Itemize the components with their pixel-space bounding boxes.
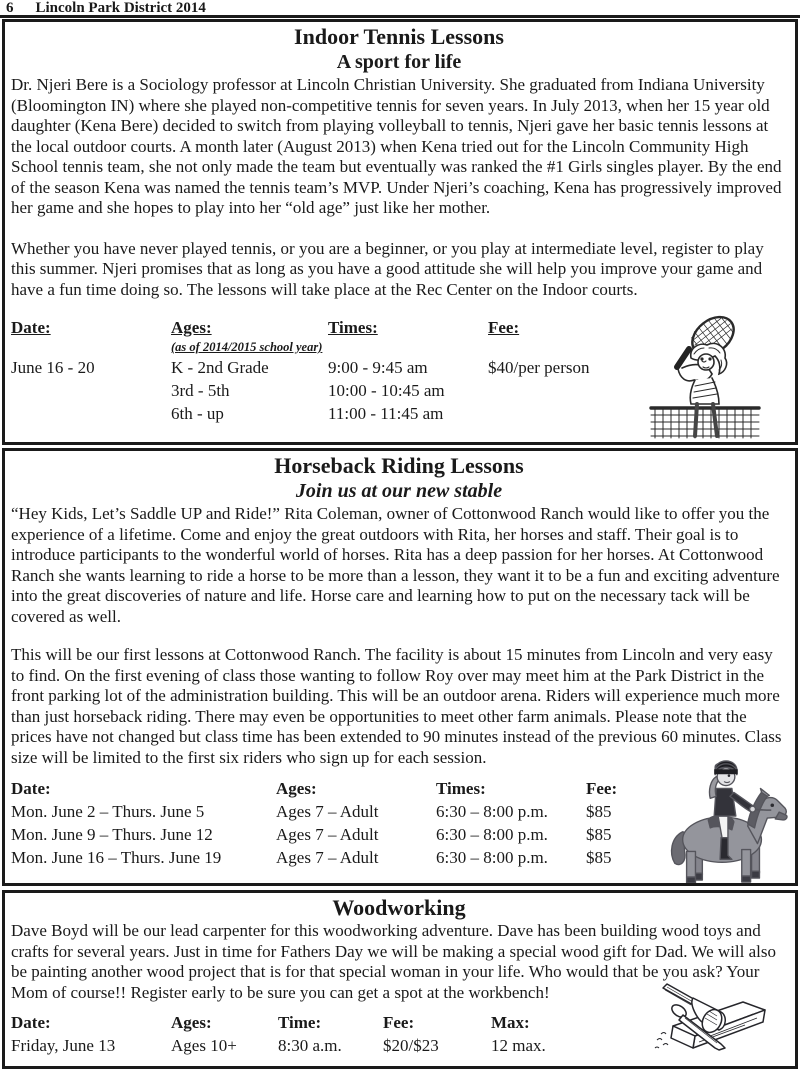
- woodworking-max: 12 max.: [491, 1036, 546, 1055]
- tennis-subtitle: A sport for life: [336, 51, 462, 73]
- section-horseback-riding: [2, 448, 798, 886]
- horseback-paragraph-1: “Hey Kids, Let’s Saddle UP and Ride!” Rita Coleman, owner of Cottonwood Ranch would like to offer you the experience of a lifetime. Come and enjoy the great outdoors with Rita, her horses and staff. Their goal is to introduce participants to the wonderful world of horses. Rita has a deep passion for her horses. At Cottonwood Ranch she wants learning to ride a horse to be more than a lesson, they want it to be a fun and exciting adventure into the great discoveries of nature and life. Horse care and learning how to put on the necessary tack will be covered as well.: [11, 504, 780, 626]
- horseback-row-ages: Ages 7 – Adult: [276, 848, 379, 867]
- tennis-time-2: 10:00 - 10:45 am: [328, 381, 445, 400]
- woodworking-time: 8:30 a.m.: [278, 1036, 342, 1055]
- tennis-time-3: 11:00 - 11:45 am: [328, 404, 444, 423]
- horseback-row-times: 6:30 – 8:00 p.m.: [436, 802, 548, 821]
- woodworking-col-date: Date:: [11, 1013, 51, 1032]
- woodworking-col-time: Time:: [278, 1013, 322, 1032]
- page-header: [0, 0, 800, 18]
- horseback-row-fee: $85: [586, 825, 612, 844]
- tennis-ages-3: 6th - up: [171, 404, 224, 423]
- page-number: 6: [6, 0, 14, 16]
- horseback-row-ages: Ages 7 – Adult: [276, 825, 379, 844]
- horseback-row-fee: $85: [586, 802, 612, 821]
- section-woodworking: [2, 890, 798, 1069]
- tennis-col-fee: Fee:: [488, 318, 520, 337]
- tennis-player-clipart: [649, 312, 761, 440]
- tennis-ages-note: (as of 2014/2015 school year): [171, 340, 323, 354]
- woodworking-tools-clipart: [647, 982, 769, 1062]
- horseback-row-date: Mon. June 9 – Thurs. June 12: [11, 825, 213, 844]
- tennis-col-date: Date:: [11, 318, 51, 337]
- tennis-title: Indoor Tennis Lessons: [294, 24, 504, 49]
- horseback-col-date: Date:: [11, 779, 51, 798]
- tennis-col-ages: Ages:: [171, 318, 212, 337]
- woodworking-paragraph: Dave Boyd will be our lead carpenter for this woodworking adventure. Dave has been building wood toys and crafts for several years. Just in time for Fathers Day we will be making a special wood gift for Dad. We will also be painting another wood project that is for that special woman in your life. Who would that be you ask? Your Mom of course!! Register early to be sure you can get a spot at the workbench!: [11, 921, 776, 1002]
- horseback-row-ages: Ages 7 – Adult: [276, 802, 379, 821]
- horseback-subtitle: Join us at our new stable: [295, 480, 503, 502]
- horseback-row-times: 6:30 – 8:00 p.m.: [436, 848, 548, 867]
- woodworking-ages: Ages 10+: [171, 1036, 237, 1055]
- horseback-col-fee: Fee:: [586, 779, 618, 798]
- tennis-col-times: Times:: [328, 318, 378, 337]
- tennis-paragraph-2: Whether you have never played tennis, or you are a beginner, or you play at intermediate level, register to play this summer. Njeri promises that as long as you have a good attitude she will help you improve your game and have a fun time doing so. The lessons will take place at the Rec Center on the Indoor courts.: [11, 238, 764, 299]
- tennis-fee: $40/per person: [488, 358, 590, 377]
- page-header-title: Lincoln Park District 2014: [35, 0, 206, 16]
- horseback-row-times: 6:30 – 8:00 p.m.: [436, 825, 548, 844]
- horseback-row-date: Mon. June 16 – Thurs. June 19: [11, 848, 222, 867]
- tennis-ages-1: K - 2nd Grade: [171, 358, 269, 377]
- tennis-time-1: 9:00 - 9:45 am: [328, 358, 428, 377]
- woodworking-fee: $20/$23: [383, 1036, 439, 1055]
- tennis-ages-2: 3rd - 5th: [171, 381, 230, 400]
- woodworking-col-max: Max:: [491, 1013, 530, 1032]
- horseback-col-times: Times:: [436, 779, 486, 798]
- horseback-paragraph-2: This will be our first lessons at Cottonwood Ranch. The facility is about 15 minutes from Lincoln and very easy to find. On the first evening of class those wanting to follow Roy over may meet him at the Park District in the front parking lot of the administration building. This will be an outdoor arena. Riders will experience much more than just horseback riding. There may even be opportunities to meet other farm animals. Please note that the prices have not changed but class time has been extended to 90 minutes instead of the previous 60 minutes. Class size will be limited to the first six riders who sign up for each session.: [11, 645, 782, 767]
- horseback-title: Horseback Riding Lessons: [274, 453, 524, 478]
- horseback-row-fee: $85: [586, 848, 612, 867]
- woodworking-title: Woodworking: [332, 895, 466, 920]
- woodworking-col-ages: Ages:: [171, 1013, 212, 1032]
- tennis-paragraph-1: Dr. Njeri Bere is a Sociology professor at Lincoln Christian University. She graduated from Indiana University (Bloomington IN) where she played non-competitive tennis for seven years. In July 2013, when her 15 year old daughter (Kena Bere) decided to switch from playing volleyball to tennis, Njeri gave her basic tennis lessons at the local outdoor courts. A month later (August 2013) when Kena tried out for the Lincoln Community High School tennis team, she not only made the team but eventually was ranked the #1 Girls singles player. By the end of the season Kena was named the tennis team’s MVP. Under Njeri’s coaching, Kena has progressively improved her game and she hopes to play into her “old age” just like her mother.: [11, 75, 782, 217]
- woodworking-date: Friday, June 13: [11, 1036, 116, 1055]
- horseback-row-date: Mon. June 2 – Thurs. June 5: [11, 802, 205, 821]
- woodworking-col-fee: Fee:: [383, 1013, 415, 1032]
- tennis-date: June 16 - 20: [11, 358, 95, 377]
- section-indoor-tennis: [2, 19, 798, 445]
- horseback-rider-clipart: [661, 755, 789, 883]
- horseback-col-ages: Ages:: [276, 779, 317, 798]
